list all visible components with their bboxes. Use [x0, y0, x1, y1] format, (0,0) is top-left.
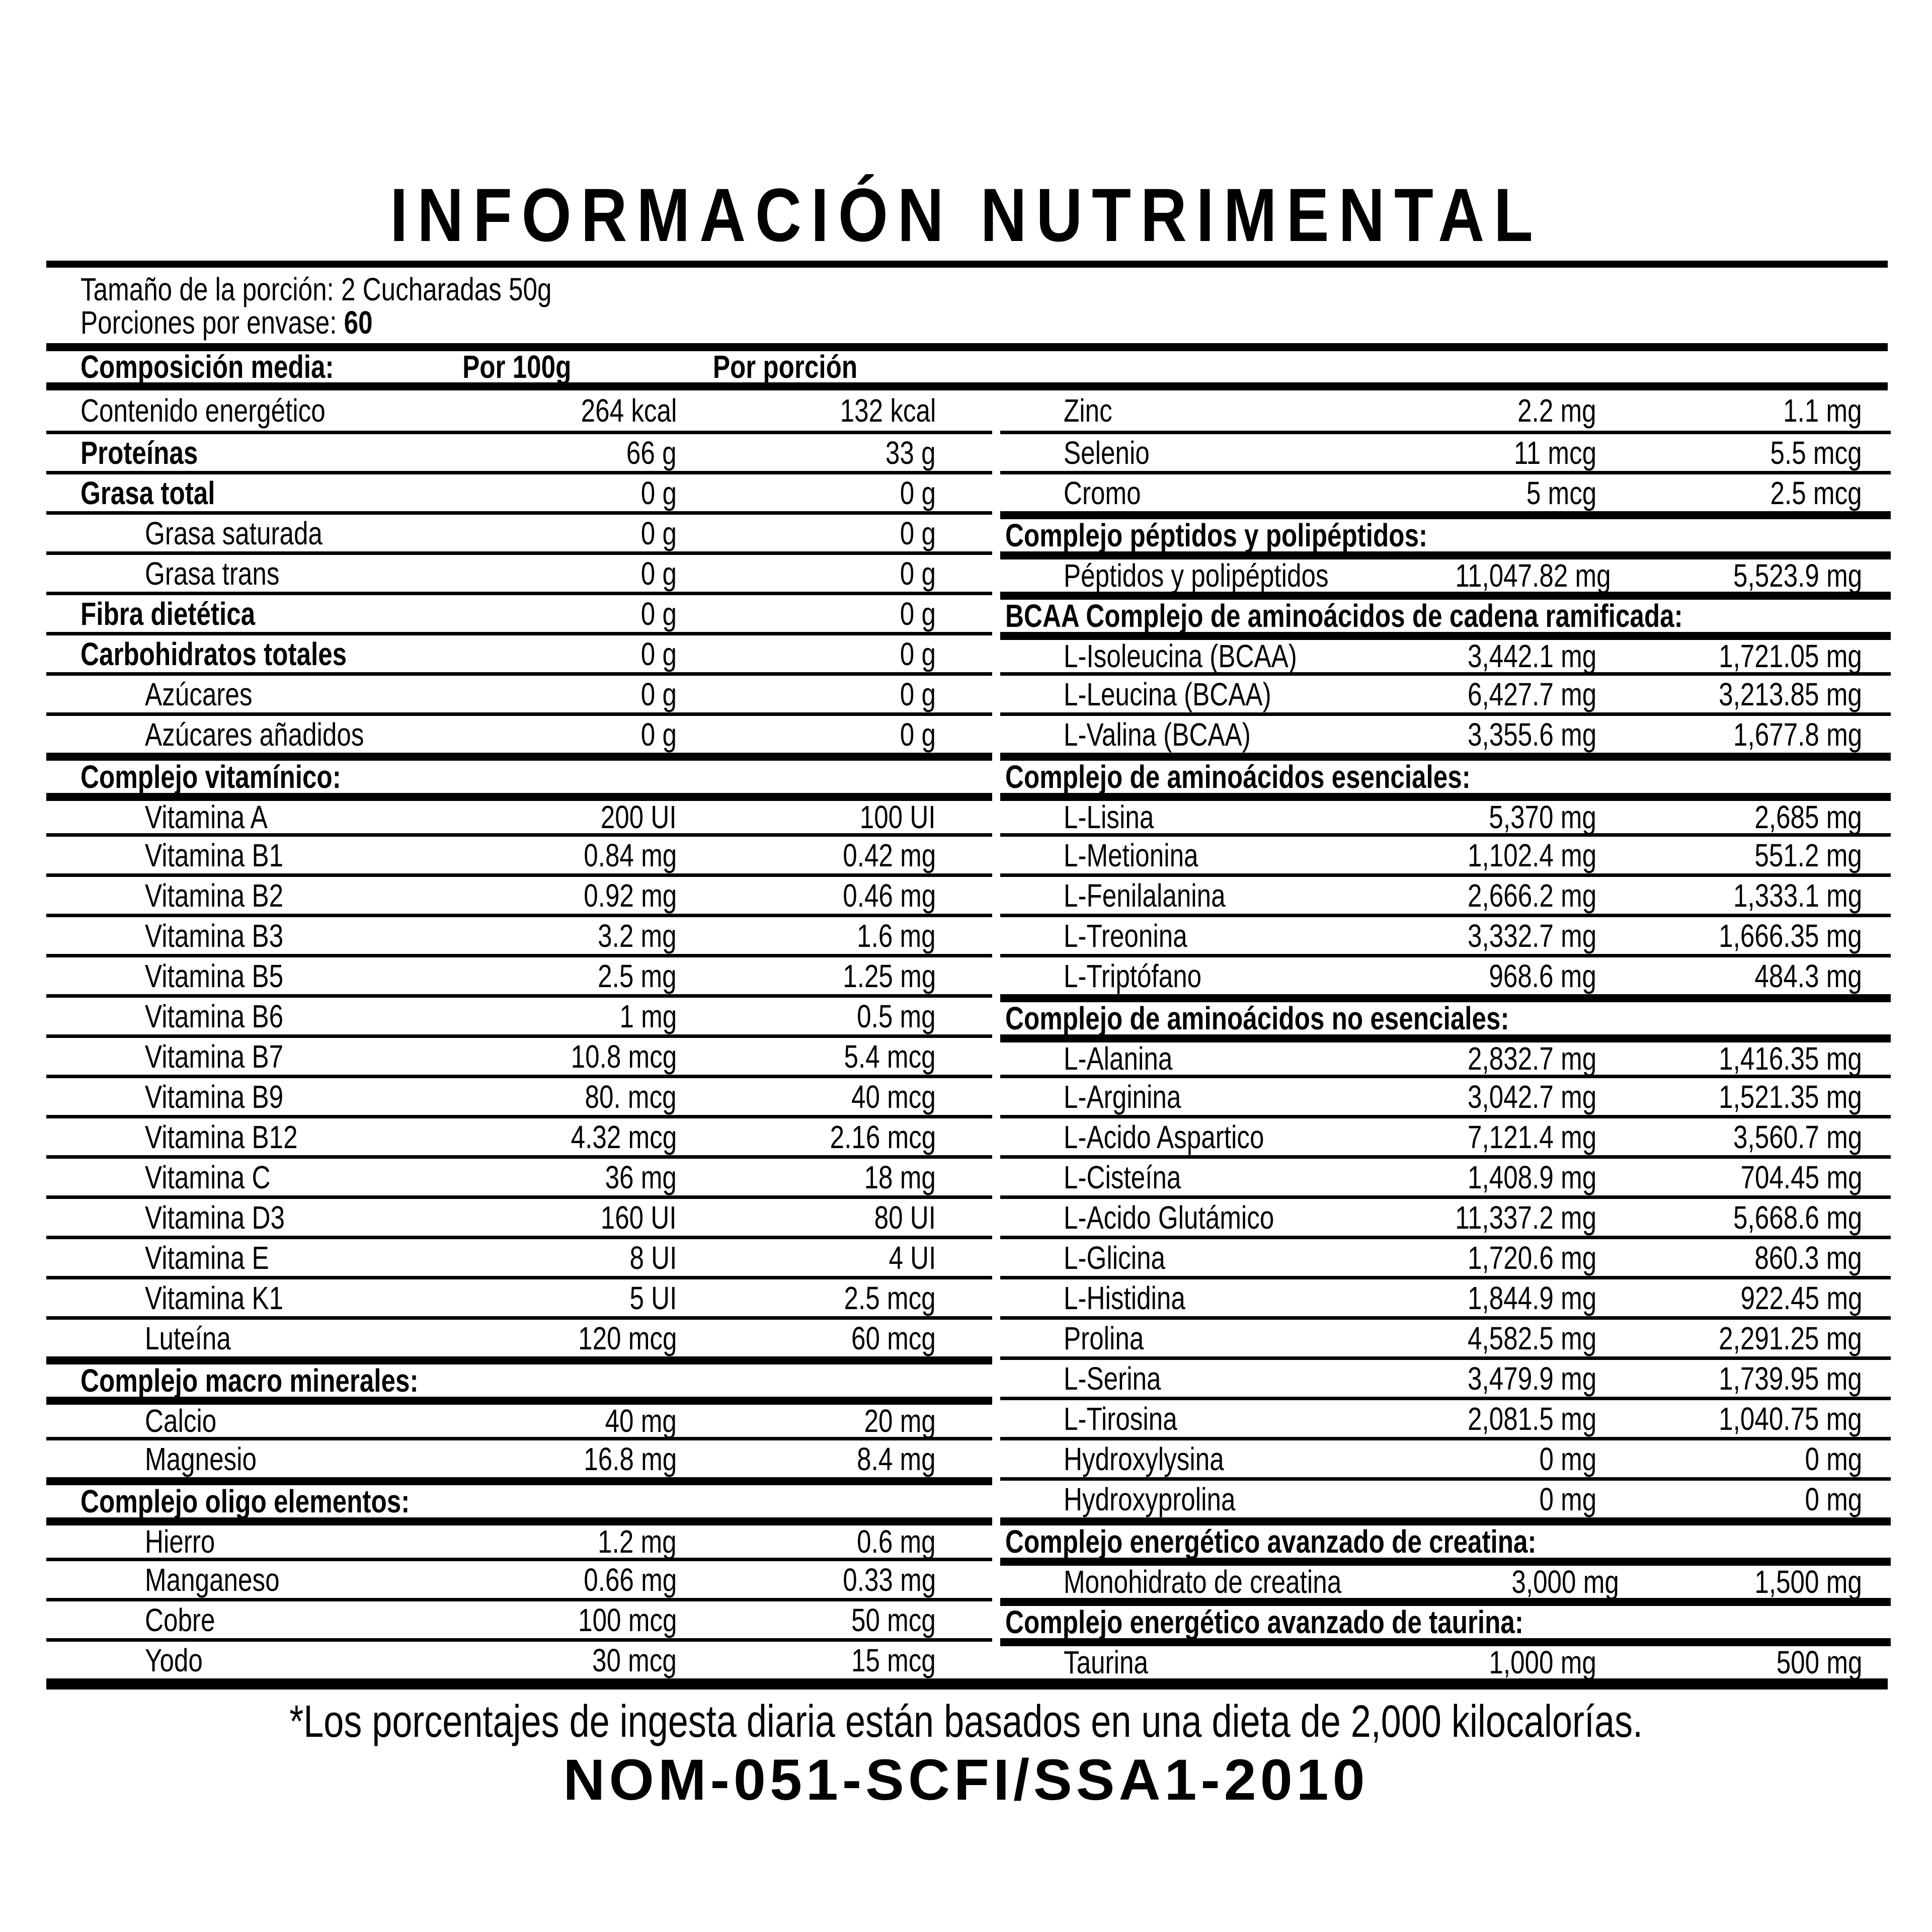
row-value-per-100g: 11,337.2 mg [1455, 1199, 1596, 1236]
table-row [46, 632, 992, 672]
row-value-per-portion: 3,213.85 mg [1719, 676, 1862, 712]
row-value-per-portion: 500 mg [1776, 1644, 1862, 1680]
row-value-per-100g: 1 mg [619, 998, 677, 1034]
row-value-per-100g: 1,102.4 mg [1467, 837, 1596, 873]
row-label: Luteína [145, 1320, 231, 1356]
header-per-portion: Por porción [712, 349, 858, 385]
table-row [1000, 1075, 1891, 1115]
row-label: Vitamina B12 [145, 1118, 298, 1155]
table-row [46, 1517, 992, 1558]
row-value-per-100g: 5,370 mg [1489, 799, 1596, 835]
row-value-per-100g: 16.8 mg [584, 1440, 677, 1477]
table-row [46, 1195, 992, 1236]
row-value-per-portion: 0.6 mg [857, 1523, 936, 1560]
table-row [1000, 1356, 1891, 1397]
row-value-per-portion: 551.2 mg [1754, 837, 1862, 873]
row-value-per-100g: 2,832.7 mg [1467, 1040, 1596, 1077]
row-value-per-portion: 5.5 mcg [1770, 434, 1862, 471]
row-label: Grasa trans [145, 555, 280, 592]
row-value-per-portion: 0 g [900, 595, 936, 632]
table-row [46, 1437, 992, 1477]
row-value-per-portion: 0 g [900, 515, 936, 551]
row-label: Taurina [1064, 1644, 1148, 1680]
row-value-per-100g: 2.2 mg [1517, 392, 1596, 429]
row-value-per-portion: 5,523.9 mg [1733, 557, 1862, 594]
row-value-per-100g: 3.2 mg [598, 917, 677, 954]
row-value-per-portion: 0 g [900, 676, 936, 712]
row-value-per-100g: 0 mg [1539, 1481, 1596, 1517]
row-value-per-portion: 0 g [900, 555, 936, 592]
table-row [46, 712, 992, 753]
row-label: Manganeso [145, 1561, 280, 1598]
row-label: Yodo [145, 1642, 203, 1678]
row-value-per-100g: 0.92 mg [584, 877, 677, 914]
row-value-per-portion: 1,333.1 mg [1733, 877, 1862, 914]
row-value-per-portion: 0.5 mg [857, 998, 936, 1034]
table-row [1000, 1155, 1891, 1195]
row-value-per-portion: 33 g [886, 434, 936, 471]
row-value-per-portion: 20 mg [864, 1403, 936, 1439]
servings-count: 60 [344, 304, 373, 341]
table-row [46, 1155, 992, 1195]
row-label: L-Metionina [1064, 837, 1198, 873]
row-value-per-portion: 4 UI [889, 1239, 936, 1276]
row-value-per-portion: 0 mg [1805, 1440, 1862, 1477]
row-value-per-portion: 100 UI [860, 799, 936, 835]
row-value-per-100g: 0 g [640, 676, 677, 712]
table-row [46, 1236, 992, 1276]
row-label: Monohidrato de creatina [1064, 1564, 1342, 1600]
table-row [1000, 712, 1891, 753]
row-value-per-100g: 0 g [640, 716, 677, 753]
table-row [1000, 1316, 1891, 1356]
section-header-row [1000, 592, 1891, 632]
table-row [46, 1034, 992, 1075]
table-row [1000, 833, 1891, 873]
section-header-row [1000, 1517, 1891, 1558]
row-value-per-100g: 8 UI [629, 1239, 677, 1276]
row-label: Grasa total [80, 474, 215, 511]
table-row [1000, 1477, 1891, 1517]
row-value-per-portion: 0.46 mg [843, 877, 936, 914]
table-row [46, 1075, 992, 1115]
row-label: Complejo péptidos y polipéptidos: [1005, 517, 1428, 553]
row-label: L-Glicina [1064, 1239, 1166, 1276]
row-value-per-portion: 2,685 mg [1754, 799, 1862, 835]
row-value-per-portion: 60 mcg [851, 1320, 936, 1356]
table-row [1000, 954, 1891, 994]
row-value-per-portion: 5,668.6 mg [1733, 1199, 1862, 1236]
row-label: L-Histidina [1064, 1279, 1185, 1316]
row-label: Zinc [1064, 392, 1112, 429]
row-value-per-100g: 0.84 mg [584, 837, 677, 873]
row-value-per-100g: 0 mg [1539, 1440, 1596, 1477]
row-label: Contenido energético [80, 392, 326, 429]
row-label: Azúcares añadidos [145, 716, 364, 753]
table-row [1000, 873, 1891, 914]
row-value-per-portion: 0 g [900, 474, 936, 511]
row-value-per-portion: 50 mcg [851, 1601, 936, 1638]
table-row [46, 914, 992, 954]
row-label: Complejo vitamínico: [80, 759, 341, 795]
page-title-text: INFORMACIÓN NUTRIMENTAL [389, 173, 1543, 257]
row-label: Vitamina K1 [145, 1279, 284, 1316]
row-value-per-100g: 1,000 mg [1489, 1644, 1596, 1680]
table-row [1000, 471, 1891, 511]
row-label: L-Isoleucina (BCAA) [1064, 638, 1297, 674]
row-label: Complejo de aminoácidos no esenciales: [1005, 1000, 1509, 1036]
row-label: Azúcares [145, 676, 253, 712]
row-value-per-portion: 132 kcal [840, 392, 936, 429]
row-value-per-100g: 0 g [640, 474, 677, 511]
table-row [1000, 1276, 1891, 1316]
row-value-per-100g: 40 mg [605, 1403, 677, 1439]
row-value-per-portion: 2.5 mcg [844, 1279, 936, 1316]
table-row [46, 1276, 992, 1316]
row-value-per-portion: 1,040.75 mg [1719, 1400, 1862, 1437]
row-label: Fibra dietética [80, 595, 256, 632]
row-label: BCAA Complejo de aminoácidos de cadena ramificada: [1005, 598, 1683, 634]
table-row [46, 592, 992, 632]
table-row [1000, 672, 1891, 712]
row-value-per-100g: 0 g [640, 595, 677, 632]
row-value-per-portion: 1,521.35 mg [1719, 1078, 1862, 1115]
row-label: Magnesio [145, 1440, 257, 1477]
row-label: Hierro [145, 1523, 215, 1560]
section-header-row [1000, 1598, 1891, 1638]
row-value-per-100g: 264 kcal [581, 392, 677, 429]
nutrition-table [46, 390, 1932, 1678]
row-label: Cromo [1064, 474, 1141, 511]
row-value-per-100g: 1.2 mg [598, 1523, 677, 1560]
row-label: Selenio [1064, 434, 1150, 471]
row-label: Complejo de aminoácidos esenciales: [1005, 759, 1471, 795]
row-label: L-Alanina [1064, 1040, 1173, 1077]
row-value-per-portion: 15 mcg [851, 1642, 936, 1678]
row-value-per-100g: 66 g [626, 434, 677, 471]
row-value-per-100g: 3,000 mg [1511, 1564, 1620, 1600]
row-value-per-100g: 2,081.5 mg [1467, 1400, 1596, 1437]
row-label: L-Arginina [1064, 1078, 1181, 1115]
footnote: *Los porcentajes de ingesta diaria están basados en una dieta de 2,000 kilocalorías. [289, 1697, 1643, 1747]
row-label: Calcio [145, 1403, 217, 1439]
row-value-per-portion: 0 g [900, 716, 936, 753]
row-label: Vitamina B1 [145, 837, 284, 873]
row-label: Complejo macro minerales: [80, 1362, 419, 1399]
section-header-row [1000, 753, 1891, 793]
row-label: L-Acido Glutámico [1064, 1199, 1274, 1236]
table-row [1000, 431, 1891, 471]
row-value-per-100g: 4,582.5 mg [1467, 1320, 1596, 1356]
row-value-per-portion: 1.6 mg [857, 917, 936, 954]
row-value-per-portion: 0.42 mg [843, 837, 936, 873]
row-value-per-portion: 5.4 mcg [844, 1038, 936, 1075]
section-header-row [46, 753, 992, 793]
row-value-per-100g: 4.32 mcg [571, 1118, 677, 1155]
header-composition: Composición media: [80, 349, 334, 385]
row-value-per-portion: 484.3 mg [1754, 957, 1862, 994]
row-value-per-portion: 0 g [900, 635, 936, 672]
row-value-per-portion: 3,560.7 mg [1733, 1118, 1862, 1155]
row-value-per-100g: 0 g [640, 635, 677, 672]
row-label: Complejo oligo elementos: [80, 1483, 410, 1519]
table-row [1000, 1236, 1891, 1276]
row-value-per-portion: 1,416.35 mg [1719, 1040, 1862, 1077]
row-label: Vitamina B6 [145, 998, 284, 1034]
row-label: Complejo energético avanzado de creatina: [1005, 1523, 1537, 1560]
row-value-per-100g: 2.5 mg [598, 957, 677, 994]
row-label: Prolina [1064, 1320, 1144, 1356]
row-value-per-100g: 1,720.6 mg [1467, 1239, 1596, 1276]
table-row [46, 873, 992, 914]
row-value-per-100g: 3,442.1 mg [1467, 638, 1596, 674]
row-value-per-100g: 100 mcg [578, 1601, 677, 1638]
row-value-per-portion: 2,291.25 mg [1719, 1320, 1862, 1356]
row-label: L-Tirosina [1064, 1400, 1177, 1437]
section-header-row [46, 1356, 992, 1397]
table-column-right [1000, 390, 1891, 1678]
row-label: Vitamina A [145, 799, 268, 835]
serving-size-line: Tamaño de la porción: 2 Cucharadas 50g [80, 271, 552, 307]
row-value-per-100g: 1,844.9 mg [1467, 1279, 1596, 1316]
row-label: L-Serina [1064, 1360, 1161, 1397]
row-value-per-100g: 120 mcg [578, 1320, 677, 1356]
row-label: L-Leucina (BCAA) [1064, 676, 1271, 712]
row-value-per-100g: 2,666.2 mg [1467, 877, 1596, 914]
page-title [0, 0, 1932, 257]
row-value-per-100g: 1,408.9 mg [1467, 1159, 1596, 1195]
row-value-per-100g: 3,479.9 mg [1467, 1360, 1596, 1397]
header-per-100g: Por 100g [462, 349, 572, 385]
row-label: L-Triptófano [1064, 957, 1202, 994]
row-label: L-Valina (BCAA) [1064, 716, 1251, 753]
row-value-per-portion: 0 mg [1805, 1481, 1862, 1517]
table-row [1000, 1034, 1891, 1075]
row-label: L-Treonina [1064, 917, 1187, 954]
table-row [46, 1558, 992, 1598]
row-value-per-100g: 6,427.7 mg [1467, 676, 1596, 712]
table-row [46, 672, 992, 712]
row-value-per-100g: 5 mcg [1526, 474, 1596, 511]
table-row [1000, 914, 1891, 954]
row-value-per-portion: 80 UI [874, 1199, 936, 1236]
row-value-per-portion: 922.45 mg [1740, 1279, 1862, 1316]
divider-under-title [46, 261, 1888, 268]
row-value-per-portion: 40 mcg [851, 1078, 936, 1115]
row-value-per-portion: 1,721.05 mg [1719, 638, 1862, 674]
row-value-per-portion: 0.33 mg [843, 1561, 936, 1598]
row-value-per-100g: 30 mcg [592, 1642, 677, 1678]
table-row [46, 1397, 992, 1437]
table-row [46, 471, 992, 511]
table-row [1000, 1437, 1891, 1477]
table-row [46, 511, 992, 551]
row-label: Vitamina D3 [145, 1199, 285, 1236]
table-row [1000, 1558, 1891, 1598]
row-label: Vitamina B3 [145, 917, 284, 954]
serving-info [80, 273, 1932, 339]
section-header-row [1000, 994, 1891, 1034]
row-label: Vitamina B2 [145, 877, 284, 914]
row-label: Hydroxylysina [1064, 1440, 1224, 1477]
table-row [46, 390, 992, 431]
row-label: Vitamina E [145, 1239, 269, 1276]
row-value-per-portion: 2.5 mcg [1770, 474, 1862, 511]
row-value-per-portion: 1,739.95 mg [1719, 1360, 1862, 1397]
row-value-per-portion: 1,666.35 mg [1719, 917, 1862, 954]
row-value-per-portion: 1,677.8 mg [1733, 716, 1862, 753]
row-value-per-100g: 5 UI [629, 1279, 677, 1316]
row-label: Vitamina B7 [145, 1038, 284, 1075]
row-value-per-100g: 0.66 mg [584, 1561, 677, 1598]
table-row [46, 833, 992, 873]
row-value-per-portion: 1.1 mg [1783, 392, 1862, 429]
table-row [1000, 551, 1891, 592]
servings-per-container-line: Porciones por envase: 60 [80, 304, 373, 341]
table-row [1000, 1397, 1891, 1437]
row-value-per-100g: 200 UI [601, 799, 677, 835]
row-label: Vitamina B5 [145, 957, 284, 994]
table-row [1000, 390, 1891, 431]
row-label: Carbohidratos totales [80, 635, 347, 672]
table-row [46, 994, 992, 1034]
section-header-row [1000, 511, 1891, 551]
row-label: L-Acido Aspartico [1064, 1118, 1264, 1155]
table-row [46, 1316, 992, 1356]
row-label: Péptidos y polipéptidos [1064, 557, 1329, 594]
table-row [1000, 632, 1891, 672]
row-value-per-100g: 36 mg [605, 1159, 677, 1195]
row-value-per-100g: 0 g [640, 515, 677, 551]
row-value-per-portion: 1,500 mg [1754, 1564, 1862, 1600]
row-label: Cobre [145, 1601, 215, 1638]
row-value-per-100g: 3,332.7 mg [1467, 917, 1596, 954]
row-value-per-100g: 0 g [640, 555, 677, 592]
row-label: Vitamina C [145, 1159, 271, 1195]
table-row [1000, 1195, 1891, 1236]
row-label: L-Lisina [1064, 799, 1154, 835]
row-value-per-100g: 11,047.82 mg [1455, 557, 1611, 594]
row-label: L-Fenilalanina [1064, 877, 1226, 914]
table-row [46, 1598, 992, 1638]
row-value-per-100g: 3,355.6 mg [1467, 716, 1596, 753]
row-label: Proteínas [80, 434, 198, 471]
table-row [46, 1638, 992, 1678]
table-column-left [46, 390, 992, 1678]
row-value-per-portion: 1.25 mg [843, 957, 936, 994]
row-value-per-portion: 2.16 mcg [830, 1118, 936, 1155]
table-row [1000, 1115, 1891, 1155]
row-value-per-portion: 860.3 mg [1754, 1239, 1862, 1276]
row-value-per-100g: 160 UI [601, 1199, 677, 1236]
table-row [46, 431, 992, 471]
section-header-row [46, 1477, 992, 1517]
row-value-per-portion: 704.45 mg [1740, 1159, 1862, 1195]
table-row [1000, 1638, 1891, 1678]
regulation-code: NOM-051-SCFI/SSA1-2010 [563, 1748, 1369, 1812]
row-value-per-100g: 7,121.4 mg [1467, 1118, 1596, 1155]
table-header-row [46, 349, 992, 385]
row-value-per-100g: 10.8 mcg [571, 1038, 677, 1075]
row-label: L-Cisteína [1064, 1159, 1181, 1195]
row-label: Complejo energético avanzado de taurina: [1005, 1604, 1523, 1640]
table-row [1000, 793, 1891, 833]
table-row [46, 793, 992, 833]
row-value-per-100g: 11 mcg [1513, 434, 1596, 471]
row-label: Hydroxyprolina [1064, 1481, 1236, 1517]
table-row [46, 954, 992, 994]
table-row [46, 551, 992, 592]
row-value-per-portion: 8.4 mg [857, 1440, 936, 1477]
row-value-per-portion: 18 mg [864, 1159, 936, 1195]
row-label: Grasa saturada [145, 515, 323, 551]
row-value-per-100g: 968.6 mg [1489, 957, 1596, 994]
row-label: Vitamina B9 [145, 1078, 284, 1115]
row-value-per-100g: 3,042.7 mg [1467, 1078, 1596, 1115]
row-value-per-100g: 80. mcg [585, 1078, 677, 1115]
table-row [46, 1115, 992, 1155]
